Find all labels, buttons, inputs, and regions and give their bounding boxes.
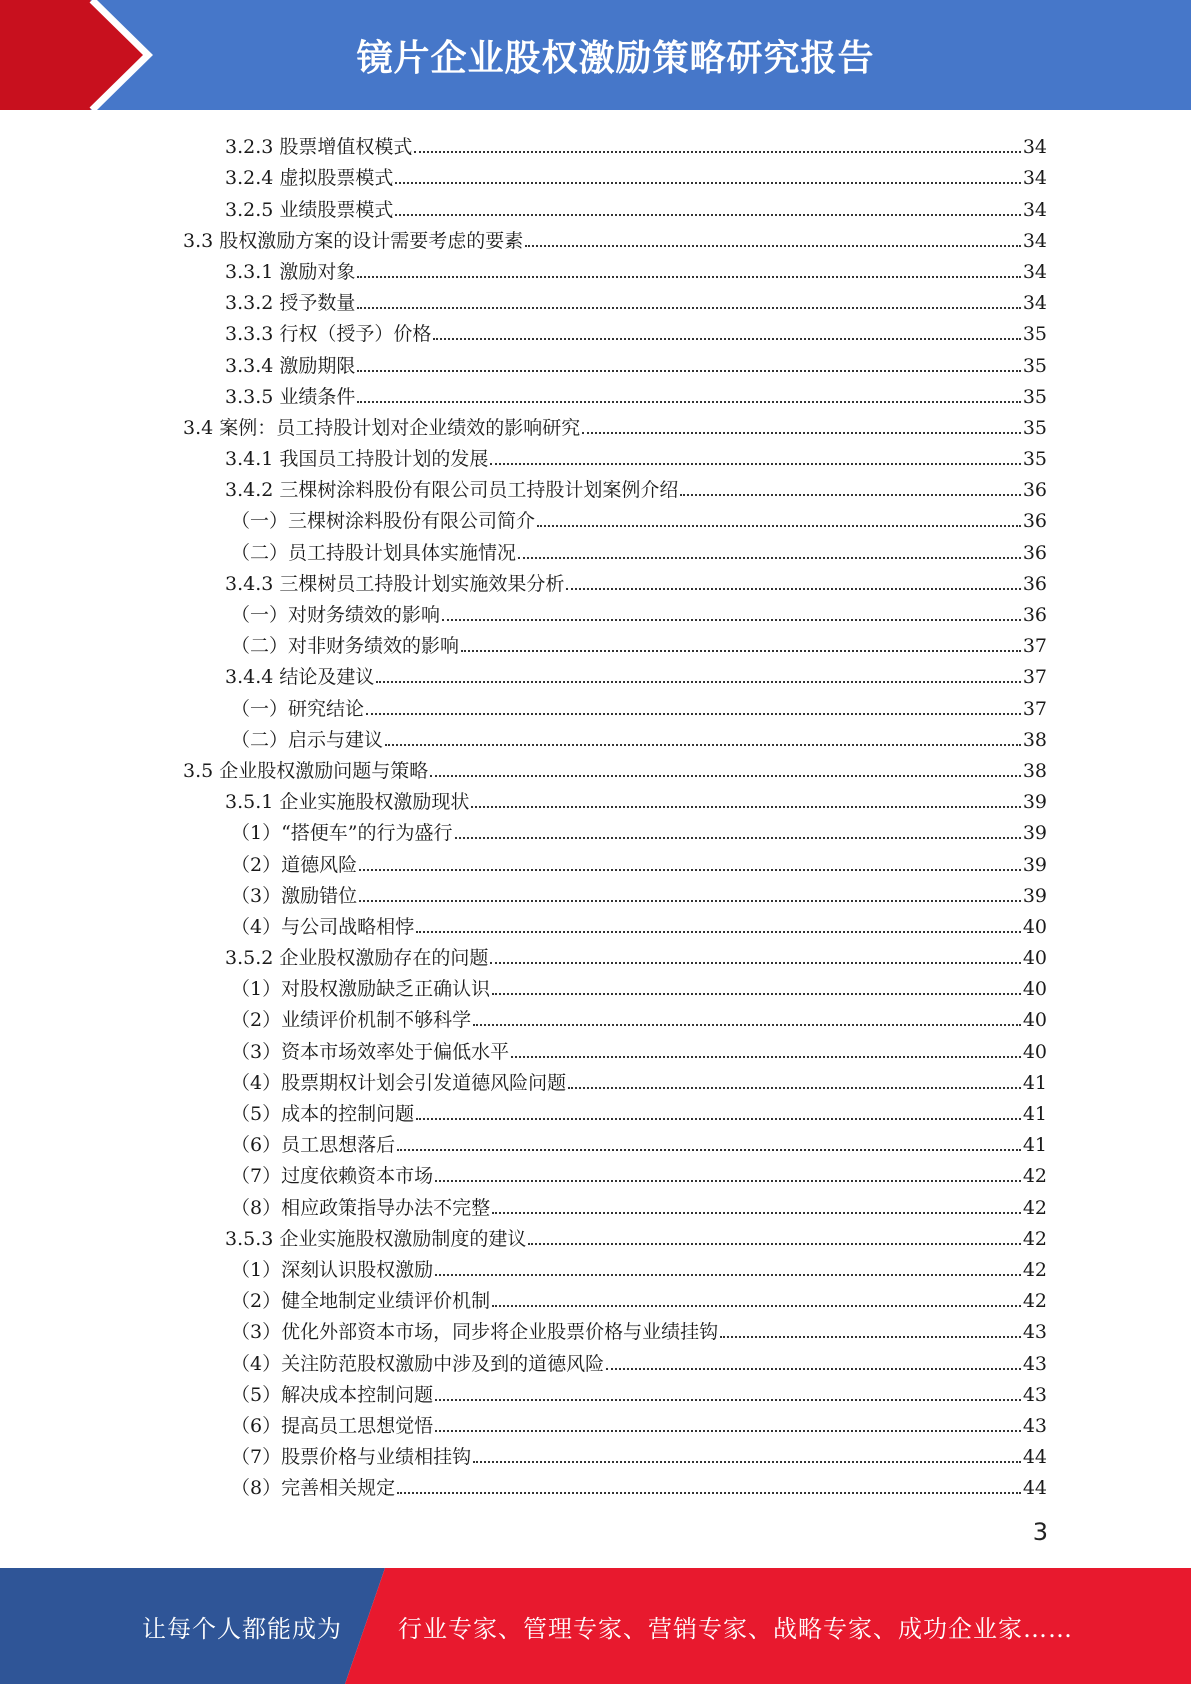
toc-entry-page: 42 (1022, 1227, 1047, 1250)
toc-entry[interactable] (183, 595, 1047, 626)
toc-entry[interactable] (183, 1187, 1047, 1218)
toc-entry[interactable] (183, 751, 1047, 782)
toc-dot-leader (397, 1492, 1021, 1494)
toc-entry[interactable] (183, 408, 1047, 439)
toc-entry-label: （二）启示与建议 (231, 728, 384, 751)
toc-dot-leader (435, 1430, 1021, 1432)
toc-entry-label: （二）对非财务绩效的影响 (231, 635, 460, 658)
toc-entry-label: （8）完善相关规定 (231, 1477, 396, 1500)
toc-entry[interactable] (183, 1468, 1047, 1499)
toc-entry-label: 3.5.2 企业股权激励存在的问题 (225, 947, 489, 970)
toc-dot-leader (568, 1087, 1021, 1089)
toc-dot-leader (416, 931, 1021, 933)
toc-dot-leader (433, 338, 1020, 340)
toc-entry-page: 44 (1022, 1446, 1047, 1469)
toc-entry-label: （2）道德风险 (231, 853, 358, 876)
toc-entry-label: 3.3.2 授予数量 (225, 292, 356, 315)
toc-entry-page: 35 (1022, 448, 1047, 471)
toc-entry-label: 3.3.1 激励对象 (225, 260, 356, 283)
toc-entry-page: 40 (1022, 915, 1047, 938)
toc-entry[interactable] (183, 876, 1047, 907)
toc-dot-leader (490, 463, 1020, 465)
toc-dot-leader (435, 1274, 1021, 1276)
toc-entry[interactable] (183, 782, 1047, 813)
toc-entry-page: 39 (1022, 791, 1047, 814)
toc-entry[interactable] (183, 127, 1047, 158)
toc-dot-leader (490, 962, 1020, 964)
toc-entry-label: （5）解决成本控制问题 (231, 1383, 434, 1406)
toc-entry[interactable] (183, 189, 1047, 220)
toc-entry-page: 38 (1022, 728, 1047, 751)
toc-entry-page: 34 (1022, 198, 1047, 221)
toc-dot-leader (606, 1368, 1021, 1370)
toc-entry[interactable] (183, 1437, 1047, 1468)
toc-entry-label: 3.3 股权激励方案的设计需要考虑的要素 (183, 229, 524, 252)
toc-dot-leader (435, 1399, 1021, 1401)
toc-dot-leader (416, 1118, 1021, 1120)
header-title: 镜片企业股权激励策略研究报告 (356, 37, 875, 79)
toc-entry-label: （4）关注防范股权激励中涉及到的道德风险 (231, 1352, 605, 1375)
toc-entry-page: 41 (1022, 1134, 1047, 1157)
toc-dot-leader (357, 276, 1020, 278)
toc-entry-label: 3.3.4 激励期限 (225, 354, 356, 377)
toc-dot-leader (376, 681, 1020, 683)
toc-entry[interactable] (183, 1094, 1047, 1125)
toc-entry-page: 34 (1022, 292, 1047, 315)
toc-entry-label: （4）股票期权计划会引发道德风险问题 (231, 1071, 567, 1094)
toc-dot-leader (518, 557, 1021, 559)
toc-entry-page: 39 (1022, 884, 1047, 907)
toc-entry-label: （2）健全地制定业绩评价机制 (231, 1290, 491, 1313)
toc-entry[interactable] (183, 314, 1047, 345)
toc-entry-label: （2）业绩评价机制不够科学 (231, 1009, 472, 1032)
toc-dot-leader (455, 837, 1021, 839)
toc-dot-leader (492, 1305, 1021, 1307)
toc-dot-leader (442, 619, 1021, 621)
toc-dot-leader (720, 1336, 1021, 1338)
toc-dot-leader (359, 869, 1021, 871)
toc-entry[interactable] (183, 1156, 1047, 1187)
toc-entry[interactable] (183, 501, 1047, 532)
toc-entry[interactable] (183, 907, 1047, 938)
toc-entry-label: （一）三棵树涂料股份有限公司简介 (231, 510, 536, 533)
toc-entry[interactable] (183, 1250, 1047, 1281)
toc-entry-label: 3.5.1 企业实施股权激励现状 (225, 791, 470, 814)
toc-entry-label: （5）成本的控制问题 (231, 1103, 415, 1125)
toc-entry-label: （8）相应政策指导办法不完整 (231, 1196, 491, 1219)
toc-entry-label: 3.4.3 三棵树员工持股计划实施效果分析 (225, 572, 565, 595)
toc-dot-leader (471, 806, 1020, 808)
toc-dot-leader (430, 775, 1021, 777)
toc-dot-leader (492, 1212, 1021, 1214)
toc-dot-leader (414, 151, 1020, 153)
toc-entry[interactable] (183, 1031, 1047, 1062)
toc-entry-page: 34 (1022, 136, 1047, 159)
toc-entry[interactable] (183, 377, 1047, 408)
toc-entry-page: 39 (1022, 853, 1047, 876)
toc-entry-label: （一）研究结论 (231, 697, 365, 720)
toc-entry[interactable] (183, 720, 1047, 751)
toc-entry-label: （3）资本市场效率处于偏低水平 (231, 1040, 510, 1063)
toc-entry-label: 3.5 企业股权激励问题与策略 (183, 759, 429, 782)
toc-dot-leader (473, 1461, 1021, 1463)
toc-entry-label: （1）对股权激励缺乏正确认识 (231, 978, 491, 1001)
toc-entry-page: 35 (1022, 323, 1047, 346)
toc-entry-page: 40 (1022, 1009, 1047, 1032)
toc-entry[interactable] (183, 844, 1047, 875)
toc-entry-label: 3.3.3 行权（授予）价格 (225, 323, 432, 346)
toc-entry-page: 40 (1022, 978, 1047, 1001)
toc-entry-label: （4）与公司战略相悖 (231, 915, 415, 938)
toc-entry-label: 3.4.4 结论及建议 (225, 666, 375, 689)
toc-entry[interactable] (183, 1375, 1047, 1406)
toc-entry-page: 35 (1022, 354, 1047, 377)
toc-dot-leader (528, 1243, 1020, 1245)
toc-dot-leader (525, 245, 1021, 247)
toc-entry-label: 3.4.2 三棵树涂料股份有限公司员工持股计划案例介绍 (225, 479, 679, 502)
toc-entry-page: 36 (1022, 604, 1047, 626)
toc-entry-page: 37 (1022, 697, 1047, 720)
toc-dot-leader (492, 993, 1021, 995)
toc-entry[interactable] (183, 283, 1047, 314)
toc-dot-leader (473, 1024, 1021, 1026)
toc-entry-page: 43 (1022, 1321, 1047, 1344)
toc-entry-label: （6）提高员工思想觉悟 (231, 1414, 434, 1437)
toc-entry[interactable] (183, 158, 1047, 189)
toc-entry[interactable] (183, 1406, 1047, 1437)
toc-entry-page: 42 (1022, 1196, 1047, 1219)
toc-entry-page: 34 (1022, 229, 1047, 252)
toc-entry[interactable] (183, 688, 1047, 719)
footer-slogan-right: 行业专家、管理专家、营销专家、战略专家、成功企业家…… (398, 1614, 1073, 1643)
toc-dot-leader (357, 370, 1020, 372)
toc-entry-page: 34 (1022, 167, 1047, 190)
toc-entry-page: 37 (1022, 635, 1047, 658)
toc-entry-label: （6）员工思想落后 (231, 1134, 396, 1157)
footer-slogan-left: 让每个人都能成为 (142, 1614, 342, 1643)
toc-entry[interactable] (183, 1312, 1047, 1343)
toc-dot-leader (566, 588, 1020, 590)
toc-entry-page: 43 (1022, 1383, 1047, 1406)
toc-entry-label: （7）股票价格与业绩相挂钩 (231, 1446, 472, 1469)
toc-entry[interactable] (183, 532, 1047, 563)
toc-dot-leader (357, 401, 1020, 403)
toc-entry[interactable] (183, 626, 1047, 657)
toc-entry-page: 36 (1022, 572, 1047, 595)
toc-entry-page: 35 (1022, 385, 1047, 408)
toc-entry-label: （7）过度依赖资本市场 (231, 1165, 434, 1188)
toc-entry-page: 44 (1022, 1477, 1047, 1500)
toc-entry[interactable] (183, 1125, 1047, 1156)
toc-dot-leader (395, 182, 1020, 184)
toc-entry-page: 43 (1022, 1414, 1047, 1437)
toc-dot-leader (357, 307, 1020, 309)
toc-entry-label: 3.4 案例：员工持股计划对企业绩效的影响研究 (183, 416, 581, 439)
toc-entry-label: 3.2.3 股票增值权模式 (225, 136, 413, 159)
toc-dot-leader (397, 1149, 1021, 1151)
toc-entry[interactable] (183, 1063, 1047, 1094)
toc-entry-label: （3）优化外部资本市场，同步将企业股票价格与业绩挂钩 (231, 1321, 719, 1344)
toc-entry[interactable] (183, 1281, 1047, 1312)
toc-entry-label: 3.2.5 业绩股票模式 (225, 198, 394, 221)
toc-entry-page: 42 (1022, 1290, 1047, 1313)
toc-dot-leader (385, 744, 1021, 746)
page-header (0, 0, 1191, 110)
toc-entry[interactable] (183, 938, 1047, 969)
toc-entry-label: （1）“搭便车”的行为盛行 (231, 822, 453, 845)
toc-entry-page: 38 (1022, 759, 1047, 782)
toc-dot-leader (395, 214, 1020, 216)
toc-entry-label: （3）激励错位 (231, 884, 358, 907)
toc-entry[interactable] (183, 221, 1047, 252)
toc-entry-page: 37 (1022, 666, 1047, 689)
toc-entry-page: 41 (1022, 1103, 1047, 1125)
toc-entry[interactable] (183, 439, 1047, 470)
toc-entry-page: 34 (1022, 260, 1047, 283)
toc-entry-page: 42 (1022, 1258, 1047, 1281)
toc-entry-page: 35 (1022, 416, 1047, 439)
toc-entry-page: 36 (1022, 541, 1047, 564)
toc-dot-leader (582, 432, 1021, 434)
toc-dot-leader (359, 900, 1021, 902)
toc-entry-label: 3.4.1 我国员工持股计划的发展 (225, 448, 489, 471)
toc-entry-page: 40 (1022, 947, 1047, 970)
toc-entry-page: 36 (1022, 510, 1047, 533)
page-number: 3 (1032, 1518, 1048, 1546)
toc-entry-label: 3.2.4 虚拟股票模式 (225, 167, 394, 190)
toc-entry-page: 39 (1022, 822, 1047, 845)
toc-dot-leader (680, 494, 1020, 496)
toc-entry[interactable] (183, 657, 1047, 688)
toc-entry-label: 3.5.3 企业实施股权激励制度的建议 (225, 1227, 527, 1250)
toc-entry[interactable] (183, 470, 1047, 501)
toc-dot-leader (366, 713, 1021, 715)
toc-entry[interactable] (183, 252, 1047, 283)
toc-entry[interactable] (183, 564, 1047, 595)
toc-entry-label: （一）对财务绩效的影响 (231, 604, 441, 626)
toc-entry-label: 3.3.5 业绩条件 (225, 385, 356, 408)
toc-entry-page: 42 (1022, 1165, 1047, 1188)
toc-dot-leader (511, 1056, 1021, 1058)
toc-entry[interactable] (183, 1343, 1047, 1374)
page-footer (0, 1568, 1191, 1684)
toc-entry-page: 43 (1022, 1352, 1047, 1375)
toc-dot-leader (461, 650, 1021, 652)
toc-entry[interactable] (183, 345, 1047, 376)
toc-entry-page: 40 (1022, 1040, 1047, 1063)
toc-entry-page: 41 (1022, 1071, 1047, 1094)
toc-dot-leader (435, 1180, 1021, 1182)
toc-entry[interactable] (183, 813, 1047, 844)
toc-entry-page: 36 (1022, 479, 1047, 502)
toc-entry[interactable] (183, 1219, 1047, 1250)
toc-entry-label: （1）深刻认识股权激励 (231, 1258, 434, 1281)
toc-entry[interactable] (183, 1000, 1047, 1031)
toc-entry[interactable] (183, 969, 1047, 1000)
toc-entry-label: （二）员工持股计划具体实施情况 (231, 541, 517, 564)
table-of-contents (183, 127, 1047, 1499)
toc-dot-leader (537, 525, 1021, 527)
